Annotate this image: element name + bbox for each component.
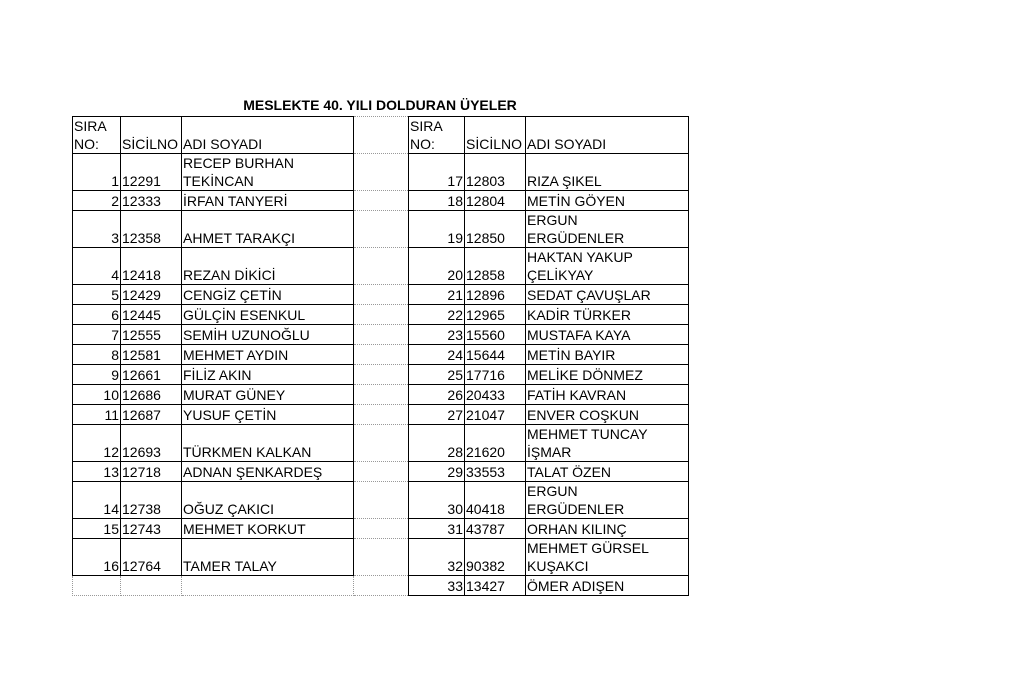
sira-no-cell: 28 — [409, 425, 465, 462]
name-cell: ERGUN ERGÜDENLER — [526, 482, 689, 519]
name-cell: FİLİZ AKIN — [182, 365, 354, 385]
sira-no-cell: 29 — [409, 462, 465, 482]
spacer-cell — [354, 519, 409, 539]
name-cell: METİN BAYIR — [526, 345, 689, 365]
sira-no-cell: 7 — [73, 325, 121, 345]
sicil-no-cell: 43787 — [465, 519, 526, 539]
spacer-cell — [354, 539, 409, 576]
spacer-cell — [354, 248, 409, 285]
sira-no-cell: 3 — [73, 211, 121, 248]
sicil-no-cell: 12803 — [465, 154, 526, 191]
sicil-no-cell: 13427 — [465, 576, 526, 596]
sira-no-cell: 32 — [409, 539, 465, 576]
name-cell: MEHMET TUNCAY İŞMAR — [526, 425, 689, 462]
name-cell: RIZA ŞIKEL — [526, 154, 689, 191]
sira-no-cell: 2 — [73, 191, 121, 211]
sicil-no-cell: 21047 — [465, 405, 526, 425]
table-row — [73, 519, 689, 539]
name-cell: HAKTAN YAKUP ÇELİKYAY — [526, 248, 689, 285]
name-cell: ERGUN ERGÜDENLER — [526, 211, 689, 248]
spacer-cell — [354, 576, 409, 596]
table-row — [73, 305, 689, 325]
sira-no-cell: 1 — [73, 154, 121, 191]
name-cell: CENGİZ ÇETİN — [182, 285, 354, 305]
sira-no-cell: 26 — [409, 385, 465, 405]
name-cell: SEDAT ÇAVUŞLAR — [526, 285, 689, 305]
table-row — [73, 425, 689, 462]
members-table-body — [73, 117, 689, 596]
table-row — [73, 539, 689, 576]
sicil-no-cell: 90382 — [465, 539, 526, 576]
sicil-no-cell: 12693 — [121, 425, 182, 462]
sicil-no-cell: 17716 — [465, 365, 526, 385]
name-cell: MUSTAFA KAYA — [526, 325, 689, 345]
sira-no-cell: 16 — [73, 539, 121, 576]
spacer-cell — [354, 345, 409, 365]
name-cell: ÖMER ADIŞEN — [526, 576, 689, 596]
name-cell: ORHAN KILINÇ — [526, 519, 689, 539]
sicil-no-cell: 21620 — [465, 425, 526, 462]
sira-no-cell: 9 — [73, 365, 121, 385]
sicil-no-cell: 12743 — [121, 519, 182, 539]
table-row — [73, 248, 689, 285]
sira-no-cell: 30 — [409, 482, 465, 519]
spacer-cell — [354, 285, 409, 305]
table-row — [73, 365, 689, 385]
sira-no-cell: 17 — [409, 154, 465, 191]
spacer-cell — [354, 405, 409, 425]
name-cell: OĞUZ ÇAKICI — [182, 482, 354, 519]
sicil-no-cell: 12738 — [121, 482, 182, 519]
sicil-no-cell: 12291 — [121, 154, 182, 191]
name-cell: KADİR TÜRKER — [526, 305, 689, 325]
name-cell: MEHMET GÜRSEL KUŞAKCI — [526, 539, 689, 576]
sira-no-cell: 10 — [73, 385, 121, 405]
sicil-no-cell — [121, 576, 182, 596]
name-cell — [182, 576, 354, 596]
sira-no-cell: 4 — [73, 248, 121, 285]
sicil-no-cell: 40418 — [465, 482, 526, 519]
spacer-cell — [354, 191, 409, 211]
sira-no-cell: 13 — [73, 462, 121, 482]
name-cell: TÜRKMEN KALKAN — [182, 425, 354, 462]
name-cell: TALAT ÖZEN — [526, 462, 689, 482]
name-cell: MEHMET AYDIN — [182, 345, 354, 365]
sicil-no-cell: 12555 — [121, 325, 182, 345]
sira-no-cell: 6 — [73, 305, 121, 325]
sira-no-cell: 19 — [409, 211, 465, 248]
sicil-no-cell: 12418 — [121, 248, 182, 285]
table-row — [73, 576, 689, 596]
sira-no-cell: 14 — [73, 482, 121, 519]
header-sira-right: SIRA NO: — [409, 117, 465, 154]
name-cell: GÜLÇİN ESENKUL — [182, 305, 354, 325]
sicil-no-cell: 12896 — [465, 285, 526, 305]
header-name-left: ADI SOYADI — [182, 117, 354, 154]
table-row — [73, 462, 689, 482]
sira-no-cell: 24 — [409, 345, 465, 365]
name-cell: MURAT GÜNEY — [182, 385, 354, 405]
sicil-no-cell: 12965 — [465, 305, 526, 325]
sira-no-cell: 18 — [409, 191, 465, 211]
sira-no-cell: 21 — [409, 285, 465, 305]
sira-no-cell: 11 — [73, 405, 121, 425]
sira-no-cell: 5 — [73, 285, 121, 305]
sira-no-cell: 20 — [409, 248, 465, 285]
header-sicil-right: SİCİLNO — [465, 117, 526, 154]
spacer-cell — [354, 425, 409, 462]
name-cell: MEHMET KORKUT — [182, 519, 354, 539]
name-cell: REZAN DİKİCİ — [182, 248, 354, 285]
table-row — [73, 405, 689, 425]
table-row — [73, 482, 689, 519]
table-row — [73, 285, 689, 305]
table-row — [73, 325, 689, 345]
table-row — [73, 191, 689, 211]
spacer-cell — [354, 365, 409, 385]
sicil-no-cell: 12718 — [121, 462, 182, 482]
sira-no-cell: 27 — [409, 405, 465, 425]
sira-no-cell: 15 — [73, 519, 121, 539]
name-cell: TAMER TALAY — [182, 539, 354, 576]
spacer-cell — [354, 385, 409, 405]
sira-no-cell — [73, 576, 121, 596]
spacer-cell — [354, 117, 409, 154]
name-cell: METİN GÖYEN — [526, 191, 689, 211]
header-sira-left: SIRA NO: — [73, 117, 121, 154]
name-cell: FATİH KAVRAN — [526, 385, 689, 405]
sicil-no-cell: 12686 — [121, 385, 182, 405]
sicil-no-cell: 12804 — [465, 191, 526, 211]
spacer-cell — [354, 154, 409, 191]
name-cell: YUSUF ÇETİN — [182, 405, 354, 425]
name-cell: ADNAN ŞENKARDEŞ — [182, 462, 354, 482]
table-row — [73, 345, 689, 365]
sicil-no-cell: 15560 — [465, 325, 526, 345]
name-cell: AHMET TARAKÇI — [182, 211, 354, 248]
sira-no-cell: 25 — [409, 365, 465, 385]
header-sicil-left: SİCİLNO — [121, 117, 182, 154]
header-name-right: ADI SOYADI — [526, 117, 689, 154]
table-row — [73, 211, 689, 248]
name-cell: RECEP BURHAN TEKİNCAN — [182, 154, 354, 191]
spacer-cell — [354, 305, 409, 325]
header-row — [73, 117, 689, 154]
name-cell: MELİKE DÖNMEZ — [526, 365, 689, 385]
sicil-no-cell: 12687 — [121, 405, 182, 425]
sicil-no-cell: 12581 — [121, 345, 182, 365]
sira-no-cell: 22 — [409, 305, 465, 325]
name-cell: SEMİH UZUNOĞLU — [182, 325, 354, 345]
spacer-cell — [354, 325, 409, 345]
sicil-no-cell: 12764 — [121, 539, 182, 576]
sira-no-cell: 31 — [409, 519, 465, 539]
sira-no-cell: 8 — [73, 345, 121, 365]
sicil-no-cell: 33553 — [465, 462, 526, 482]
sira-no-cell: 23 — [409, 325, 465, 345]
page-title: MESLEKTE 40. YILI DOLDURAN ÜYELER — [243, 97, 517, 113]
sicil-no-cell: 12858 — [465, 248, 526, 285]
spacer-cell — [354, 462, 409, 482]
sicil-no-cell: 12661 — [121, 365, 182, 385]
name-cell: İRFAN TANYERİ — [182, 191, 354, 211]
table-row — [73, 385, 689, 405]
name-cell: ENVER COŞKUN — [526, 405, 689, 425]
sicil-no-cell: 20433 — [465, 385, 526, 405]
sicil-no-cell: 12358 — [121, 211, 182, 248]
sicil-no-cell: 12333 — [121, 191, 182, 211]
members-table — [72, 116, 689, 596]
spacer-cell — [354, 211, 409, 248]
sicil-no-cell: 12429 — [121, 285, 182, 305]
sicil-no-cell: 12445 — [121, 305, 182, 325]
table-row — [73, 154, 689, 191]
sira-no-cell: 33 — [409, 576, 465, 596]
sicil-no-cell: 12850 — [465, 211, 526, 248]
spacer-cell — [354, 482, 409, 519]
sicil-no-cell: 15644 — [465, 345, 526, 365]
sira-no-cell: 12 — [73, 425, 121, 462]
